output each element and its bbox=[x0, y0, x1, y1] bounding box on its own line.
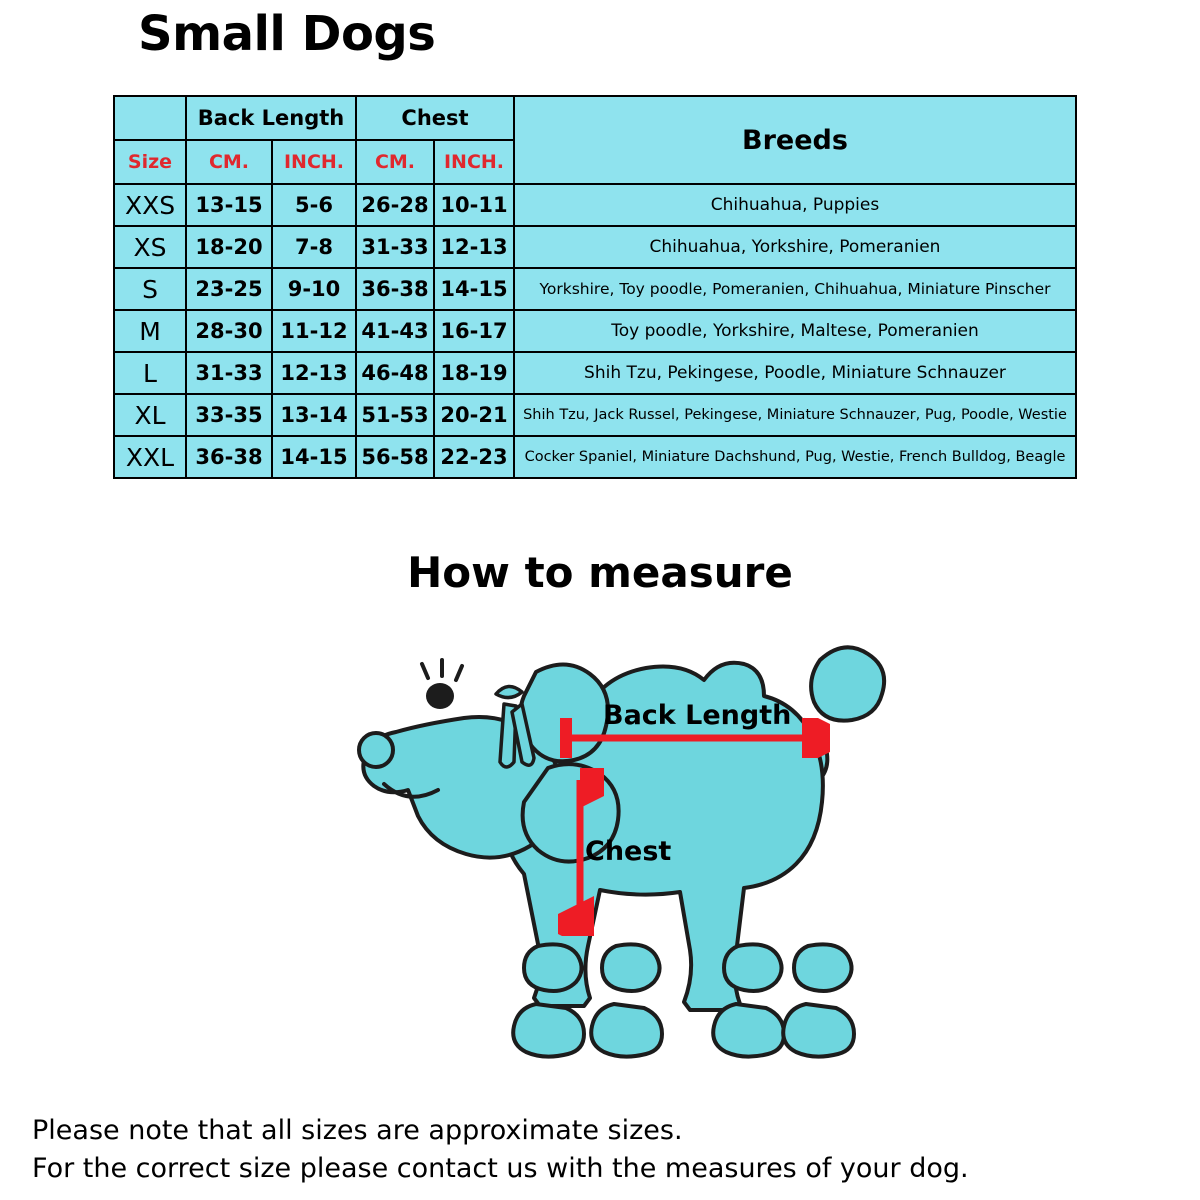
cell-chest-inch: 20-21 bbox=[434, 394, 514, 436]
cell-size: XXS bbox=[114, 184, 186, 226]
cell-back-inch: 5-6 bbox=[272, 184, 356, 226]
header-chest-inch: INCH. bbox=[434, 140, 514, 184]
header-back-length: Back Length bbox=[186, 96, 356, 140]
cell-chest-cm: 46-48 bbox=[356, 352, 434, 394]
cell-chest-inch: 14-15 bbox=[434, 268, 514, 310]
cell-size: S bbox=[114, 268, 186, 310]
cell-back-cm: 36-38 bbox=[186, 436, 272, 478]
chest-label: Chest bbox=[585, 836, 672, 867]
cell-back-inch: 9-10 bbox=[272, 268, 356, 310]
cell-chest-cm: 56-58 bbox=[356, 436, 434, 478]
cell-size: L bbox=[114, 352, 186, 394]
table-row bbox=[114, 268, 1076, 310]
table-row bbox=[114, 352, 1076, 394]
cell-back-inch: 14-15 bbox=[272, 436, 356, 478]
size-chart-table bbox=[113, 95, 1077, 479]
cell-back-inch: 13-14 bbox=[272, 394, 356, 436]
table-row bbox=[114, 310, 1076, 352]
page-title: Small Dogs bbox=[138, 6, 436, 62]
cell-chest-inch: 18-19 bbox=[434, 352, 514, 394]
note-line-2: For the correct size please contact us with the measures of your dog. bbox=[32, 1153, 969, 1184]
table-header-group-row bbox=[114, 96, 1076, 140]
header-chest-cm: CM. bbox=[356, 140, 434, 184]
table-row bbox=[114, 184, 1076, 226]
header-size-spacer bbox=[114, 96, 186, 140]
cell-breeds: Toy poodle, Yorkshire, Maltese, Pomeranien bbox=[514, 310, 1076, 352]
cell-chest-inch: 16-17 bbox=[434, 310, 514, 352]
header-size: Size bbox=[114, 140, 186, 184]
header-chest: Chest bbox=[356, 96, 514, 140]
table-row bbox=[114, 394, 1076, 436]
cell-breeds: Chihuahua, Puppies bbox=[514, 184, 1076, 226]
cell-chest-cm: 26-28 bbox=[356, 184, 434, 226]
cell-breeds: Shih Tzu, Jack Russel, Pekingese, Miniature Schnauzer, Pug, Poodle, Westie bbox=[514, 394, 1076, 436]
header-back-cm: CM. bbox=[186, 140, 272, 184]
cell-back-cm: 31-33 bbox=[186, 352, 272, 394]
cell-back-cm: 28-30 bbox=[186, 310, 272, 352]
header-back-inch: INCH. bbox=[272, 140, 356, 184]
cell-size: XL bbox=[114, 394, 186, 436]
cell-back-cm: 13-15 bbox=[186, 184, 272, 226]
footer-notes bbox=[32, 1112, 1192, 1188]
header-breeds: Breeds bbox=[514, 96, 1076, 184]
cell-back-cm: 33-35 bbox=[186, 394, 272, 436]
cell-size: M bbox=[114, 310, 186, 352]
note-line-1: Please note that all sizes are approximate sizes. bbox=[32, 1115, 683, 1146]
cell-back-inch: 7-8 bbox=[272, 226, 356, 268]
cell-back-cm: 23-25 bbox=[186, 268, 272, 310]
cell-back-inch: 12-13 bbox=[272, 352, 356, 394]
cell-back-cm: 18-20 bbox=[186, 226, 272, 268]
cell-chest-inch: 12-13 bbox=[434, 226, 514, 268]
table-row bbox=[114, 436, 1076, 478]
cell-back-inch: 11-12 bbox=[272, 310, 356, 352]
size-chart-table-container bbox=[113, 95, 1075, 479]
cell-chest-cm: 36-38 bbox=[356, 268, 434, 310]
cell-chest-inch: 10-11 bbox=[434, 184, 514, 226]
table-row bbox=[114, 226, 1076, 268]
cell-chest-cm: 51-53 bbox=[356, 394, 434, 436]
cell-chest-cm: 31-33 bbox=[356, 226, 434, 268]
how-to-measure-heading: How to measure bbox=[407, 548, 793, 597]
cell-breeds: Cocker Spaniel, Miniature Dachshund, Pug, Westie, French Bulldog, Beagle bbox=[514, 436, 1076, 478]
cell-size: XS bbox=[114, 226, 186, 268]
cell-size: XXL bbox=[114, 436, 186, 478]
cell-breeds: Chihuahua, Yorkshire, Pomeranien bbox=[514, 226, 1076, 268]
back-length-label: Back Length bbox=[603, 700, 792, 731]
cell-chest-inch: 22-23 bbox=[434, 436, 514, 478]
cell-breeds: Yorkshire, Toy poodle, Pomeranien, Chihuahua, Miniature Pinscher bbox=[514, 268, 1076, 310]
cell-breeds: Shih Tzu, Pekingese, Poodle, Miniature Schnauzer bbox=[514, 352, 1076, 394]
cell-chest-cm: 41-43 bbox=[356, 310, 434, 352]
